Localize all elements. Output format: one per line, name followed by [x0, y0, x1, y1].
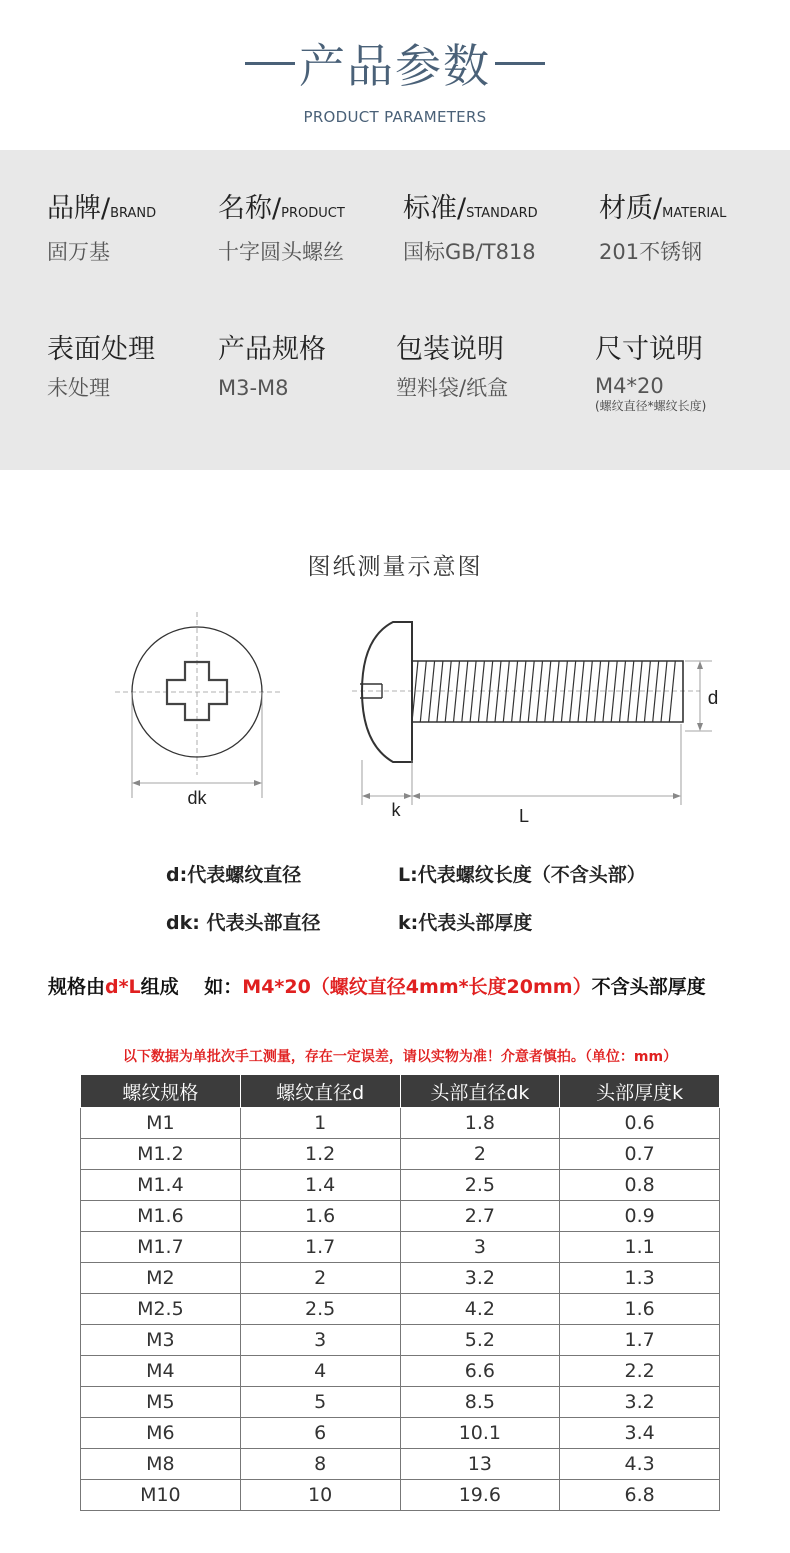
screw-diagram	[0, 600, 790, 840]
table-row	[81, 1263, 720, 1294]
measurement-disclaimer: 以下数据为单批次手工测量，存在一定误差，请以实物为准！介意者慎拍。（单位：mm）	[122, 1049, 678, 1065]
table-cell: 1.8	[400, 1108, 560, 1139]
thread-line	[628, 661, 634, 722]
table-cell: 6.6	[400, 1356, 560, 1387]
table-cell: 8.5	[400, 1387, 560, 1418]
table-cell: 0.7	[560, 1139, 720, 1170]
table-cell: 10.1	[400, 1418, 560, 1449]
table-cell: 8	[240, 1449, 400, 1480]
table-cell: 3.2	[400, 1263, 560, 1294]
table-cell: 3.2	[560, 1387, 720, 1418]
table-cell: M6	[81, 1418, 241, 1449]
thread-line	[537, 661, 543, 722]
param-standard	[403, 192, 538, 265]
table-cell: 2	[240, 1263, 400, 1294]
param-value: 固万基	[47, 240, 110, 264]
table-cell: 1.1	[560, 1232, 720, 1263]
param-label: 标准/STANDARD	[403, 193, 538, 224]
table-cell: 2.2	[560, 1356, 720, 1387]
thread-line	[611, 661, 617, 722]
param-label: 材质/MATERIAL	[599, 193, 727, 224]
param-label: 品牌/BRAND	[47, 193, 157, 224]
table-cell: M5	[81, 1387, 241, 1418]
table-cell: M1.6	[81, 1201, 241, 1232]
thread-line	[653, 661, 659, 722]
d-dimension-label: d	[707, 688, 719, 709]
title-block	[0, 0, 790, 150]
table-row	[81, 1201, 720, 1232]
table-cell: 4.2	[400, 1294, 560, 1325]
thread-line	[437, 661, 443, 722]
thread-line	[420, 661, 426, 722]
table-cell: 2.5	[400, 1170, 560, 1201]
table-cell: 1.2	[240, 1139, 400, 1170]
param-label: 表面处理	[47, 334, 155, 365]
table-row	[81, 1325, 720, 1356]
title-dash-right	[495, 62, 545, 65]
table-cell: M1.7	[81, 1232, 241, 1263]
table-cell: 2.5	[240, 1294, 400, 1325]
table-cell: 3	[400, 1232, 560, 1263]
thread-line	[520, 661, 526, 722]
param-value: M3-M8	[218, 376, 289, 400]
thread-line	[620, 661, 626, 722]
table-row	[81, 1418, 720, 1449]
table-row	[81, 1480, 720, 1511]
param-value: 国标GB/T818	[403, 240, 536, 264]
table-cell: 1.4	[240, 1170, 400, 1201]
thread-line	[636, 661, 642, 722]
screw-side-view	[352, 622, 712, 805]
table-cell: 3	[240, 1325, 400, 1356]
legend-k: k:代表头部厚度	[398, 912, 533, 934]
param-size	[595, 333, 706, 413]
param-label: 包装说明	[396, 334, 504, 365]
thread-line	[454, 661, 460, 722]
param-surface	[47, 333, 155, 401]
table-row	[81, 1449, 720, 1480]
table-cell: 5.2	[400, 1325, 560, 1356]
table-cell: M4	[81, 1356, 241, 1387]
table-cell: 0.9	[560, 1201, 720, 1232]
table-row	[81, 1170, 720, 1201]
page-title	[0, 30, 790, 96]
param-label: 尺寸说明	[595, 334, 703, 365]
param-spec	[218, 333, 326, 401]
size-table	[80, 1074, 720, 1511]
L-dimension-label: L	[518, 806, 530, 826]
page-title-text: 产品参数	[299, 39, 491, 93]
table-cell: M1.2	[81, 1139, 241, 1170]
table-cell: 1	[240, 1108, 400, 1139]
column-header: 螺纹直径d	[240, 1075, 400, 1108]
table-cell: 2	[400, 1139, 560, 1170]
table-cell: M2	[81, 1263, 241, 1294]
thread-line	[578, 661, 584, 722]
table-cell: 3.4	[560, 1418, 720, 1449]
k-dimension-label: k	[391, 800, 401, 820]
thread-line	[553, 661, 559, 722]
spec-composition: 规格由d*L组成 如：M4*20（螺纹直径4mm*长度20mm）不含头部厚度	[48, 976, 706, 998]
parameter-panel	[0, 150, 790, 470]
drawing-title: 图纸测量示意图	[307, 554, 483, 580]
thread-line	[462, 661, 468, 722]
legend-d: d:代表螺纹直径	[166, 864, 302, 886]
table-row	[81, 1356, 720, 1387]
param-value: 未处理	[47, 376, 110, 400]
param-material	[599, 192, 726, 265]
table-cell: M3	[81, 1325, 241, 1356]
table-cell: 1.6	[560, 1294, 720, 1325]
dk-dimension-label: dk	[187, 788, 207, 808]
thread-line	[661, 661, 667, 722]
param-value: 塑料袋/纸盒	[396, 376, 509, 400]
param-value: M4*20	[595, 374, 664, 398]
table-cell: 2.7	[400, 1201, 560, 1232]
param-label: 名称/PRODUCT	[218, 193, 345, 224]
thread-line	[570, 661, 576, 722]
column-header: 头部厚度k	[560, 1075, 720, 1108]
table-row	[81, 1108, 720, 1139]
thread-line	[528, 661, 534, 722]
thread-line	[561, 661, 567, 722]
thread-line	[470, 661, 476, 722]
table-row	[81, 1387, 720, 1418]
table-cell: 5	[240, 1387, 400, 1418]
table-cell: M1	[81, 1108, 241, 1139]
table-cell: M1.4	[81, 1170, 241, 1201]
page-subtitle: PRODUCT PARAMETERS	[303, 108, 487, 126]
column-header: 螺纹规格	[81, 1075, 241, 1108]
thread-line	[669, 661, 675, 722]
thread-line	[445, 661, 451, 722]
table-cell: 4	[240, 1356, 400, 1387]
thread-line	[603, 661, 609, 722]
column-header: 头部直径dk	[400, 1075, 560, 1108]
thread-line	[503, 661, 509, 722]
legend-L: L:代表螺纹长度（不含头部）	[398, 864, 646, 886]
thread-line	[495, 661, 501, 722]
thread-line	[429, 661, 435, 722]
table-cell: M8	[81, 1449, 241, 1480]
table-cell: 1.7	[560, 1325, 720, 1356]
table-cell: 4.3	[560, 1449, 720, 1480]
table-row	[81, 1139, 720, 1170]
thread-line	[478, 661, 484, 722]
table-cell: 6.8	[560, 1480, 720, 1511]
table-cell: 19.6	[400, 1480, 560, 1511]
table-cell: 10	[240, 1480, 400, 1511]
screw-head-top-view	[115, 612, 282, 798]
param-value: 201不锈钢	[599, 240, 703, 264]
thread-line	[487, 661, 493, 722]
param-value: 十字圆头螺丝	[218, 240, 344, 264]
param-brand	[47, 192, 156, 265]
table-cell: 6	[240, 1418, 400, 1449]
thread-line	[545, 661, 551, 722]
table-cell: 13	[400, 1449, 560, 1480]
table-cell: 1.3	[560, 1263, 720, 1294]
thread-line	[586, 661, 592, 722]
table-row	[81, 1232, 720, 1263]
table-row	[81, 1294, 720, 1325]
table-cell: 0.6	[560, 1108, 720, 1139]
thread-line	[644, 661, 650, 722]
table-cell: 0.8	[560, 1170, 720, 1201]
param-label: 产品规格	[218, 334, 326, 365]
table-cell: M10	[81, 1480, 241, 1511]
table-cell: 1.7	[240, 1232, 400, 1263]
thread-line	[512, 661, 518, 722]
table-header-row	[81, 1075, 720, 1108]
param-packaging	[396, 333, 508, 401]
param-note: (螺纹直径*螺纹长度)	[595, 399, 707, 413]
title-dash-left	[245, 62, 295, 65]
legend-dk: dk: 代表头部直径	[166, 912, 321, 934]
thread-line	[595, 661, 601, 722]
table-cell: 1.6	[240, 1201, 400, 1232]
table-cell: M2.5	[81, 1294, 241, 1325]
param-product	[218, 192, 345, 265]
